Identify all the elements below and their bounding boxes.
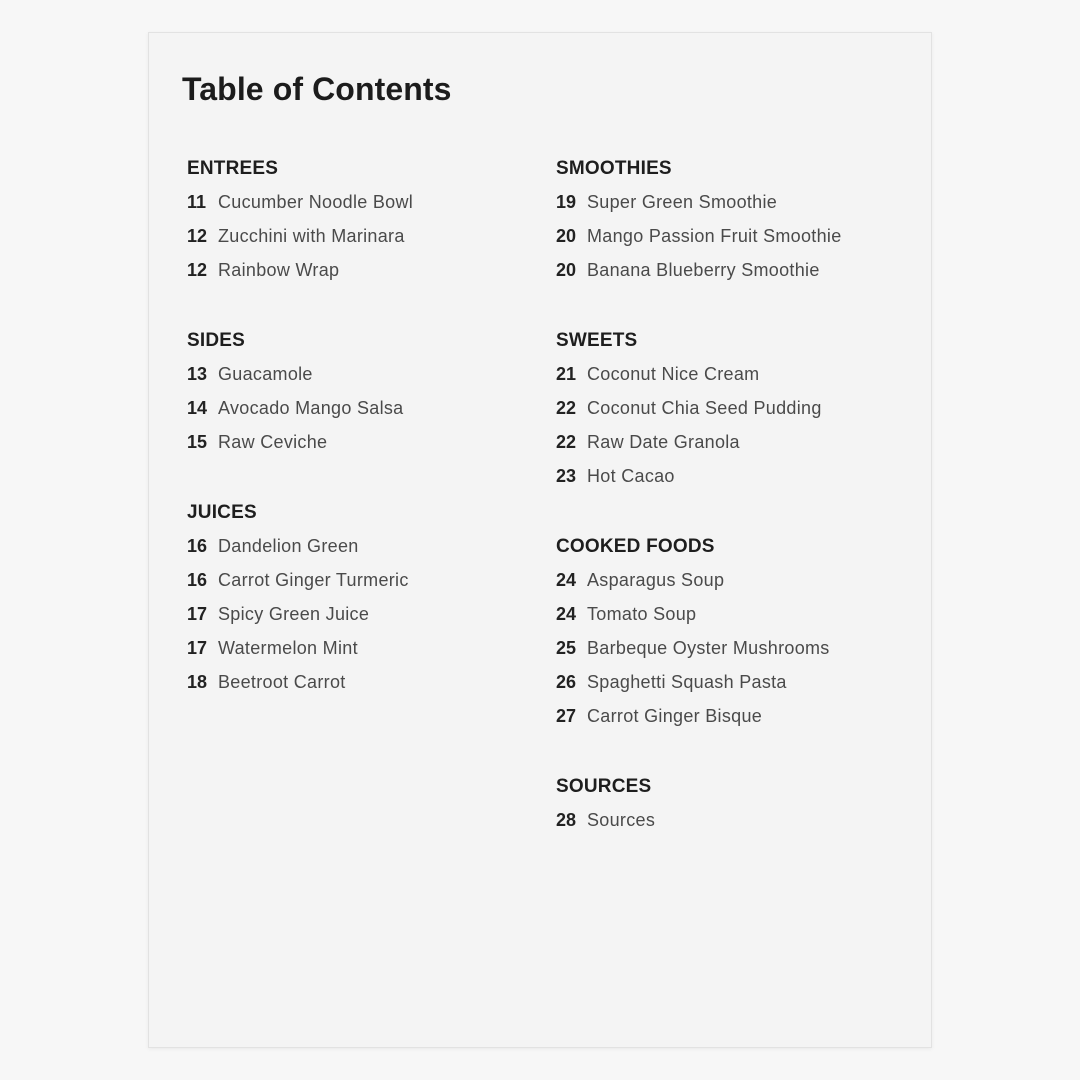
entry-page-number: 19 bbox=[556, 192, 577, 212]
section-heading: JUICES bbox=[187, 502, 257, 523]
toc-entry bbox=[187, 602, 547, 636]
toc-section bbox=[556, 775, 916, 842]
toc-entry bbox=[187, 362, 547, 396]
entry-title: Dandelion Green bbox=[218, 536, 359, 556]
entry-page-number: 20 bbox=[556, 260, 577, 280]
section-heading: SOURCES bbox=[556, 776, 652, 797]
page-title: Table of Contents bbox=[182, 71, 452, 107]
entry-page-number: 21 bbox=[556, 364, 577, 384]
entry-title: Carrot Ginger Bisque bbox=[587, 706, 763, 726]
toc-section bbox=[556, 157, 916, 292]
toc-entry bbox=[556, 568, 916, 602]
toc-entry bbox=[556, 190, 916, 224]
toc-entry bbox=[556, 430, 916, 464]
entry-title: Raw Date Granola bbox=[587, 432, 740, 452]
toc-entry bbox=[556, 258, 916, 292]
entry-page-number: 12 bbox=[187, 260, 208, 280]
entry-page-number: 24 bbox=[556, 604, 577, 624]
entry-page-number: 13 bbox=[187, 364, 208, 384]
entry-page-number: 26 bbox=[556, 672, 577, 692]
entry-page-number: 20 bbox=[556, 226, 577, 246]
entry-title: Coconut Nice Cream bbox=[587, 364, 760, 384]
entry-title: Banana Blueberry Smoothie bbox=[587, 260, 820, 280]
toc-section bbox=[187, 501, 547, 704]
toc-entry bbox=[556, 636, 916, 670]
toc-section bbox=[187, 329, 547, 464]
entry-title: Rainbow Wrap bbox=[218, 260, 340, 280]
toc-entry bbox=[556, 704, 916, 738]
section-heading: SWEETS bbox=[556, 330, 638, 351]
entry-page-number: 11 bbox=[187, 192, 207, 212]
toc-section bbox=[187, 157, 547, 292]
entry-page-number: 28 bbox=[556, 810, 577, 830]
entry-title: Raw Ceviche bbox=[218, 432, 328, 452]
toc-entry bbox=[556, 224, 916, 258]
entry-page-number: 22 bbox=[556, 398, 577, 418]
entry-page-number: 17 bbox=[187, 604, 208, 624]
toc-entry bbox=[556, 396, 916, 430]
entry-title: Carrot Ginger Turmeric bbox=[218, 570, 409, 590]
toc-entry bbox=[187, 224, 547, 258]
toc-entry bbox=[187, 636, 547, 670]
toc-column-left bbox=[187, 157, 547, 741]
entry-title: Super Green Smoothie bbox=[587, 192, 778, 212]
entry-title: Avocado Mango Salsa bbox=[218, 398, 404, 418]
entry-page-number: 15 bbox=[187, 432, 208, 452]
toc-entry bbox=[556, 670, 916, 704]
entry-page-number: 12 bbox=[187, 226, 208, 246]
entry-page-number: 16 bbox=[187, 570, 208, 590]
entry-title: Watermelon Mint bbox=[218, 638, 358, 658]
entry-title: Barbeque Oyster Mushrooms bbox=[587, 638, 830, 658]
toc-entry bbox=[187, 534, 547, 568]
section-heading: SIDES bbox=[187, 330, 246, 351]
entry-title: Mango Passion Fruit Smoothie bbox=[587, 226, 842, 246]
toc-entry bbox=[187, 190, 547, 224]
entry-title: Zucchini with Marinara bbox=[218, 226, 405, 246]
entry-title: Coconut Chia Seed Pudding bbox=[587, 398, 822, 418]
toc-entry bbox=[556, 602, 916, 636]
toc-entry bbox=[556, 808, 916, 842]
entry-page-number: 17 bbox=[187, 638, 208, 658]
entry-title: Spaghetti Squash Pasta bbox=[587, 672, 787, 692]
entry-page-number: 22 bbox=[556, 432, 577, 452]
entry-title: Guacamole bbox=[218, 364, 313, 384]
entry-title: Asparagus Soup bbox=[587, 570, 725, 590]
entry-page-number: 23 bbox=[556, 466, 577, 486]
entry-page-number: 25 bbox=[556, 638, 577, 658]
entry-page-number: 18 bbox=[187, 672, 208, 692]
toc-entry bbox=[187, 568, 547, 602]
entry-page-number: 24 bbox=[556, 570, 577, 590]
entry-title: Hot Cacao bbox=[587, 466, 675, 486]
entry-page-number: 16 bbox=[187, 536, 208, 556]
toc-section bbox=[556, 329, 916, 498]
toc-column-right bbox=[556, 157, 916, 879]
toc-entry bbox=[187, 396, 547, 430]
entry-page-number: 14 bbox=[187, 398, 208, 418]
entry-title: Sources bbox=[587, 810, 656, 830]
toc-entry bbox=[556, 464, 916, 498]
toc-entry bbox=[187, 430, 547, 464]
section-heading: ENTREES bbox=[187, 158, 279, 179]
document-page bbox=[148, 32, 932, 1048]
entry-title: Cucumber Noodle Bowl bbox=[218, 192, 414, 212]
section-heading: SMOOTHIES bbox=[556, 158, 672, 179]
toc-entry bbox=[187, 258, 547, 292]
entry-title: Beetroot Carrot bbox=[218, 672, 346, 692]
entry-page-number: 27 bbox=[556, 706, 577, 726]
entry-title: Spicy Green Juice bbox=[218, 604, 370, 624]
toc-entry bbox=[556, 362, 916, 396]
toc-section bbox=[556, 535, 916, 738]
toc-entry bbox=[187, 670, 547, 704]
section-heading: COOKED FOODS bbox=[556, 536, 715, 557]
entry-title: Tomato Soup bbox=[587, 604, 697, 624]
